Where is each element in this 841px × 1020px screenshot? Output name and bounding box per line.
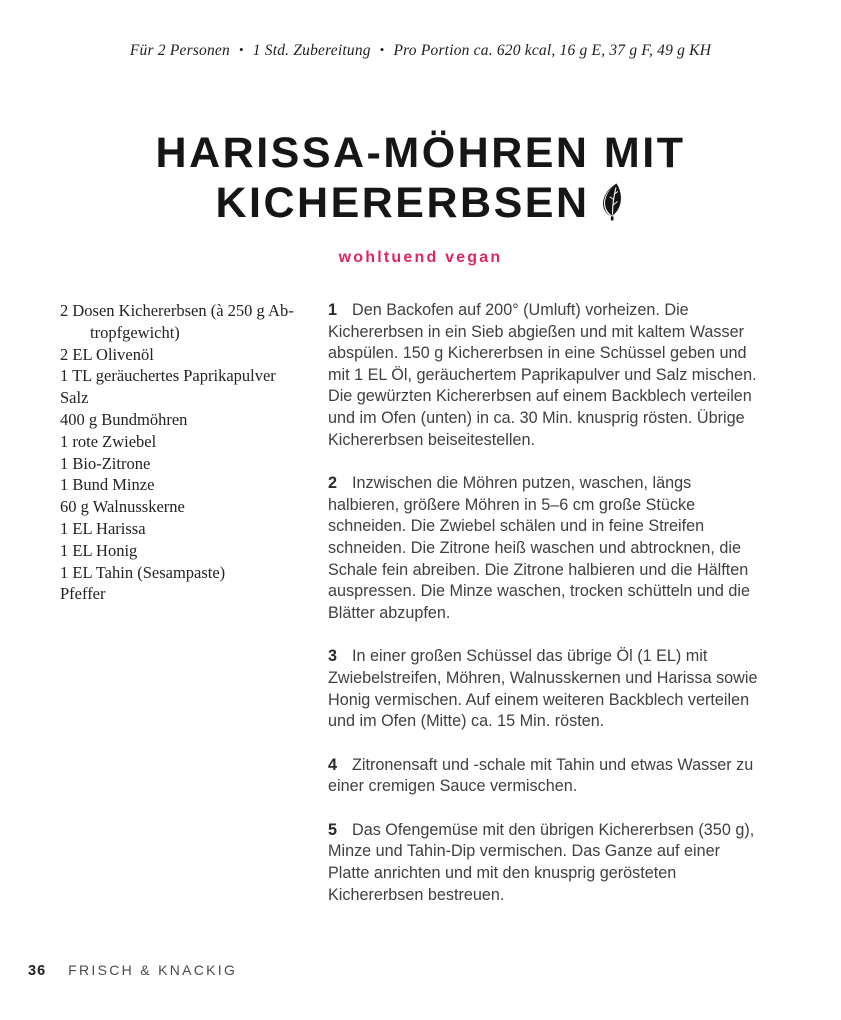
step-1: [328, 300, 761, 451]
step-text: In einer großen Schüssel das übrige Öl (1 EL) mit Zwiebelstreifen, Möhren, Walnusskernen und Harissa sowie Honig vermischen. Auf einem weiteren Backblech verteilen und im Ofen (Mitte) ca. 15 Min. rösten.: [328, 647, 758, 731]
step-number: 1: [328, 301, 338, 319]
step-text: Zitronensaft und -schale mit Tahin und etwas Wasser zu einer cremigen Sauce vermischen.: [328, 755, 754, 796]
recipe-tagline: wohltuend vegan: [338, 249, 503, 266]
ingredient-line: 1 EL Honig: [60, 540, 138, 560]
ingredient-line: 1 EL Harissa: [60, 518, 146, 538]
step-4: [328, 755, 761, 798]
meta-separator: •: [238, 42, 244, 57]
ingredient-line: 1 Bio-Zitrone: [60, 453, 151, 473]
meta-prep-time: 1 Std. Zubereitung: [252, 42, 371, 59]
recipe-meta-line: [0, 42, 841, 60]
preparation-steps: [328, 300, 761, 928]
page-footer: [28, 962, 237, 979]
recipe-title: [0, 128, 841, 228]
ingredient-line: 2 EL Olivenöl: [60, 344, 154, 364]
step-text: Das Ofengemüse mit den übrigen Kichererbsen (350 g), Minze und Tahin-Dip vermischen. Das Ganze auf einer Platte anrichten und mit den knusprig gerösteten Kichererbsen bestreuen.: [328, 820, 755, 904]
recipe-body: [60, 300, 761, 928]
ingredient-line: 60 g Walnusskerne: [60, 497, 185, 517]
ingredient-line: 1 rote Zwiebel: [60, 431, 157, 451]
step-number: 3: [328, 647, 338, 666]
ingredient-line: 1 EL Tahin (Sesampaste): [60, 562, 226, 582]
chapter-title: FRISCH & KNACKIG: [68, 962, 238, 978]
meta-separator: •: [379, 42, 385, 57]
ingredient-line: 400 g Bundmöhren: [60, 409, 188, 429]
step-5: [328, 820, 761, 906]
recipe-title-line1: HARISSA-MÖHREN MIT: [155, 129, 686, 177]
ingredient-line: 1 TL geräuchertes Paprikapulver: [60, 366, 276, 386]
ingredient-line: Salz: [60, 388, 89, 408]
step-number: 5: [328, 820, 338, 839]
ingredient-line: Pfeffer: [60, 584, 106, 604]
ingredient-line: 1 Bund Minze: [60, 475, 155, 495]
recipe-title-line2: KICHERERBSEN: [215, 179, 590, 227]
leaf-icon: [600, 182, 626, 220]
meta-nutrition: Pro Portion ca. 620 kcal, 16 g E, 37 g F, 49 g KH: [393, 42, 712, 59]
step-number: 4: [328, 755, 338, 774]
ingredient-line: tropfgewicht): [90, 322, 180, 342]
ingredients-list: [60, 300, 328, 928]
step-3: [328, 646, 761, 732]
page-number: 36: [28, 963, 47, 979]
meta-servings: Für 2 Personen: [129, 42, 230, 59]
step-2: [328, 473, 761, 624]
step-text: Inzwischen die Möhren putzen, waschen, längs halbieren, größere Möhren in 5–6 cm große Stücke schneiden. Die Zwiebel schälen und in feine Streifen schneiden. Die Zitrone heiß waschen und abtrocknen, die Schale fein abreiben. Die Zitrone halbieren und die Hälften auspressen. Die Minze waschen, trocken schütteln und die Blätter abzupfen.: [328, 474, 751, 622]
step-number: 2: [328, 474, 338, 493]
step-text: Den Backofen auf 200° (Umluft) vorheizen. Die Kichererbsen in ein Sieb abgießen und mit kaltem Wasser abspülen. 150 g Kichererbsen in eine Schüssel geben und mit 1 EL Öl, geräuchertem Paprikapulver und Salz mischen. Die gewürzten Kichererbsen auf einem Backblech verteilen und im Ofen (unten) in ca. 30 Min. knusprig rösten. Übrige Kichererbsen beiseitestellen.: [328, 301, 757, 449]
ingredient-line: 2 Dosen Kichererbsen (à 250 g Ab-: [60, 301, 294, 320]
